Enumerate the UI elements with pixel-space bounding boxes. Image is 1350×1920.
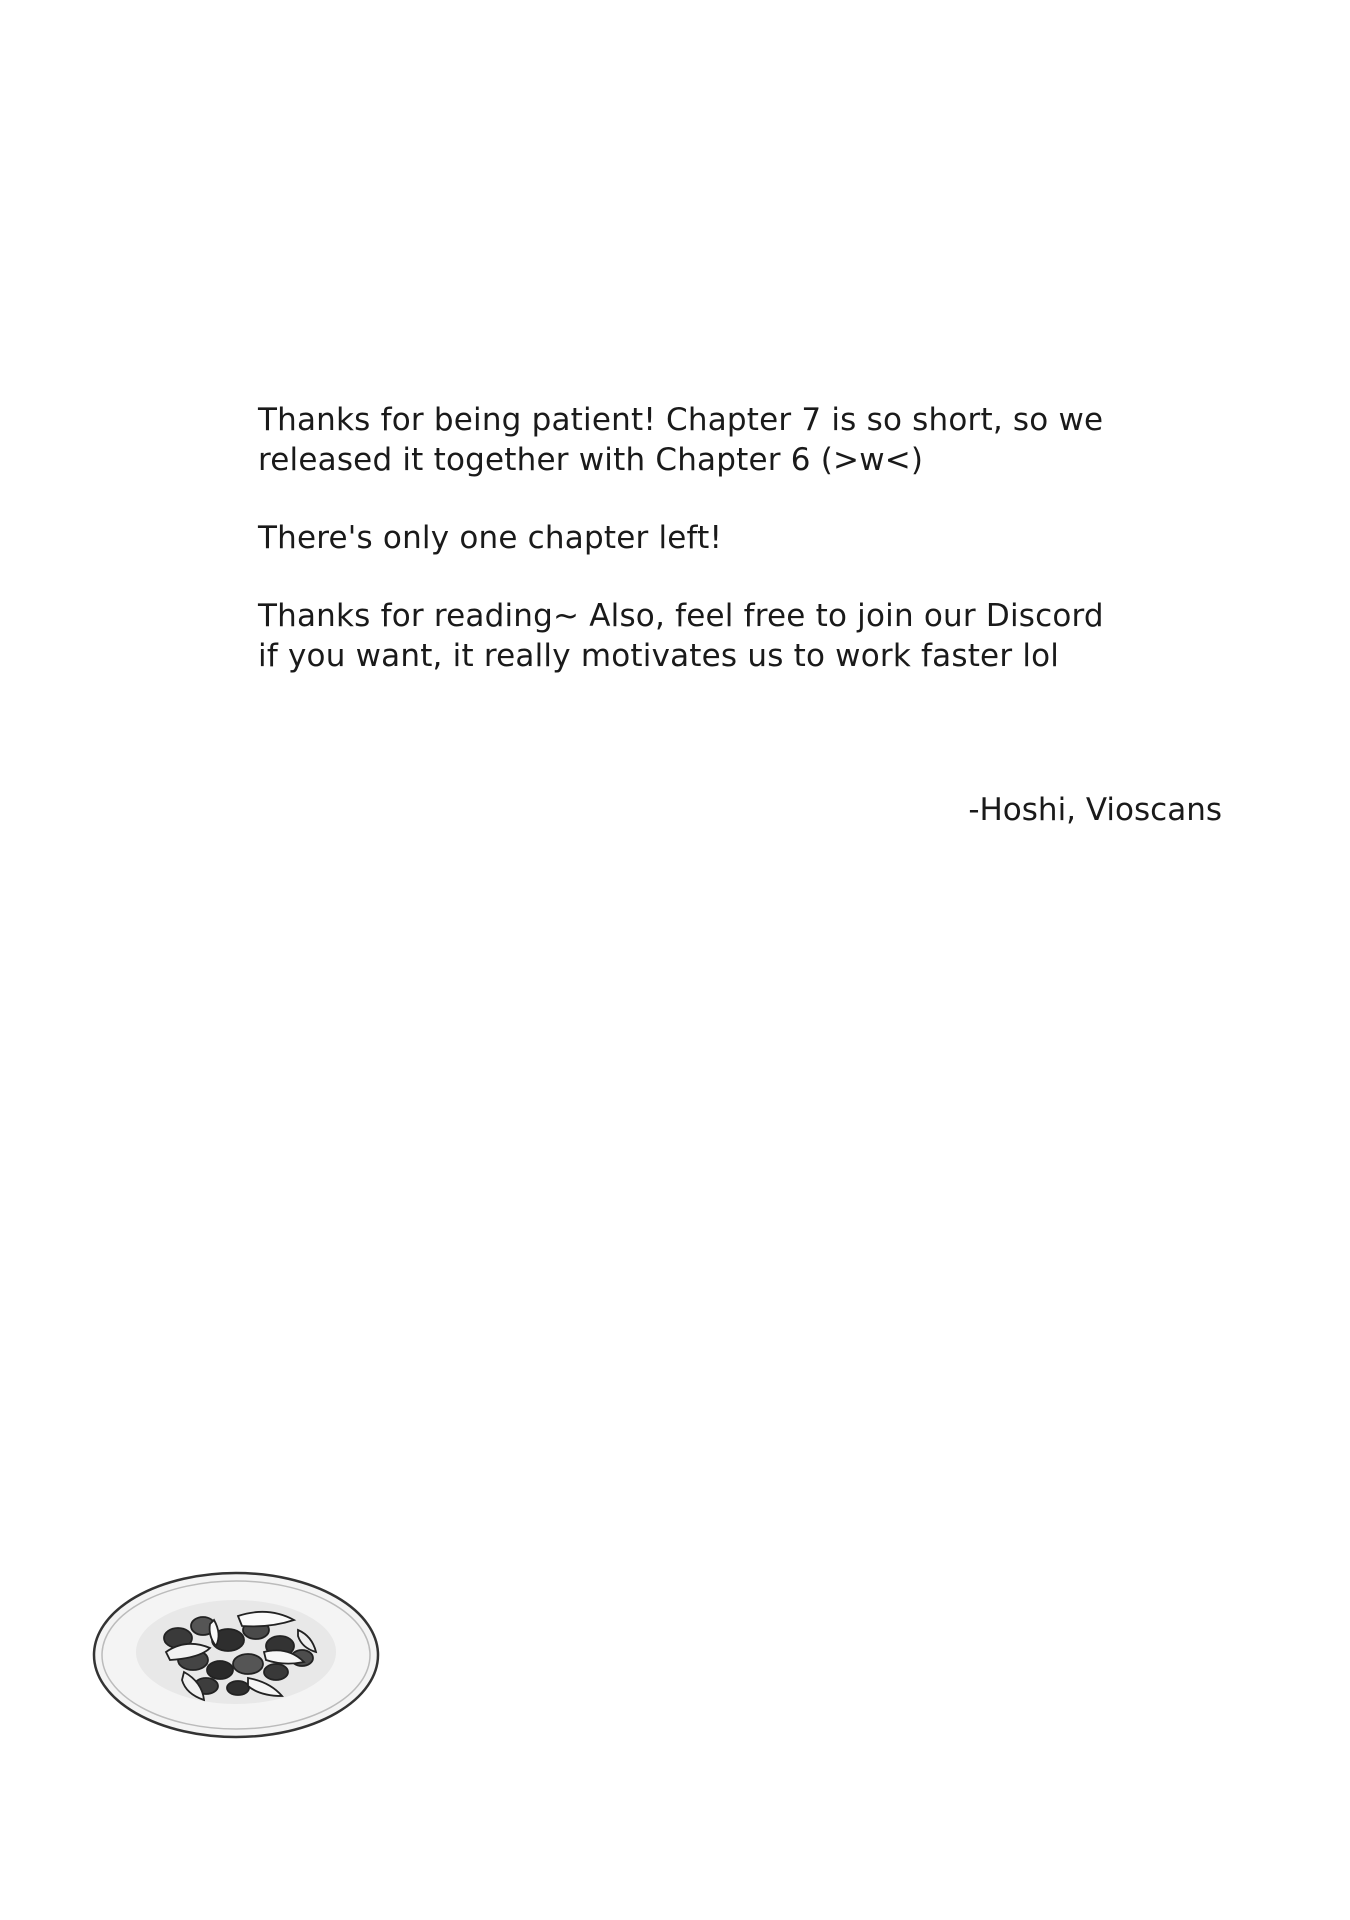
note-line: There's only one chapter left! <box>258 520 723 556</box>
note-line: released it together with Chapter 6 (>w<) <box>258 442 924 478</box>
plate-sketch-illustration <box>88 1560 448 1830</box>
translator-note <box>258 400 1158 714</box>
note-line: Thanks for being patient! Chapter 7 is so short, so we <box>258 402 1104 438</box>
note-line: if you want, it really motivates us to work faster lol <box>258 638 1060 674</box>
plate-drawing <box>88 1560 448 1830</box>
signature: -Hoshi, Vioscans <box>968 792 1222 828</box>
note-paragraph <box>258 400 1158 480</box>
note-paragraph <box>258 596 1158 676</box>
note-line: Thanks for reading~ Also, feel free to join our Discord <box>258 598 1104 634</box>
note-paragraph <box>258 518 1158 558</box>
